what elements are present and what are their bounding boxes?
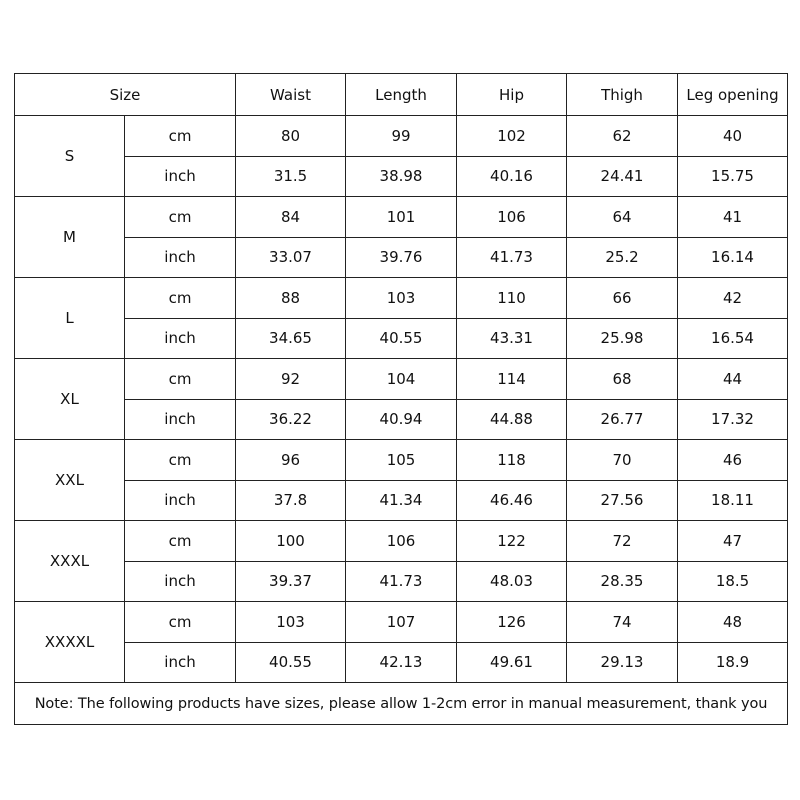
size-label: XXL xyxy=(15,440,125,521)
cell-waist: 40.55 xyxy=(236,642,346,683)
table-row xyxy=(15,642,788,683)
cell-thigh: 70 xyxy=(567,440,678,481)
cell-waist: 88 xyxy=(236,278,346,319)
header-length: Length xyxy=(346,74,457,116)
cell-length: 99 xyxy=(346,116,457,157)
size-label: XXXL xyxy=(15,521,125,602)
cell-waist: 37.8 xyxy=(236,480,346,521)
unit-label: inch xyxy=(125,156,236,197)
cell-thigh: 62 xyxy=(567,116,678,157)
cell-hip: 122 xyxy=(457,521,567,562)
cell-waist: 84 xyxy=(236,197,346,238)
unit-label: cm xyxy=(125,359,236,400)
unit-label: cm xyxy=(125,440,236,481)
cell-hip: 41.73 xyxy=(457,237,567,278)
table-row xyxy=(15,602,788,643)
table-row xyxy=(15,197,788,238)
cell-waist: 34.65 xyxy=(236,318,346,359)
cell-thigh: 25.98 xyxy=(567,318,678,359)
cell-leg-opening: 47 xyxy=(678,521,788,562)
header-leg-opening: Leg opening xyxy=(678,74,788,116)
table-row xyxy=(15,156,788,197)
unit-label: inch xyxy=(125,480,236,521)
cell-hip: 118 xyxy=(457,440,567,481)
cell-hip: 114 xyxy=(457,359,567,400)
table-row xyxy=(15,237,788,278)
table-row xyxy=(15,440,788,481)
unit-label: cm xyxy=(125,521,236,562)
cell-leg-opening: 48 xyxy=(678,602,788,643)
cell-hip: 126 xyxy=(457,602,567,643)
table-row xyxy=(15,521,788,562)
cell-waist: 80 xyxy=(236,116,346,157)
cell-leg-opening: 40 xyxy=(678,116,788,157)
table-row xyxy=(15,116,788,157)
cell-leg-opening: 46 xyxy=(678,440,788,481)
cell-thigh: 66 xyxy=(567,278,678,319)
cell-hip: 49.61 xyxy=(457,642,567,683)
cell-waist: 100 xyxy=(236,521,346,562)
cell-waist: 33.07 xyxy=(236,237,346,278)
cell-length: 42.13 xyxy=(346,642,457,683)
header-thigh: Thigh xyxy=(567,74,678,116)
size-label: XL xyxy=(15,359,125,440)
cell-waist: 96 xyxy=(236,440,346,481)
cell-hip: 40.16 xyxy=(457,156,567,197)
unit-label: inch xyxy=(125,237,236,278)
unit-label: cm xyxy=(125,278,236,319)
cell-length: 40.94 xyxy=(346,399,457,440)
header-size: Size xyxy=(15,74,236,116)
cell-thigh: 28.35 xyxy=(567,561,678,602)
cell-length: 38.98 xyxy=(346,156,457,197)
size-label: L xyxy=(15,278,125,359)
table-row xyxy=(15,561,788,602)
table-row xyxy=(15,318,788,359)
table-row xyxy=(15,278,788,319)
cell-length: 105 xyxy=(346,440,457,481)
cell-length: 101 xyxy=(346,197,457,238)
header-hip: Hip xyxy=(457,74,567,116)
header-row xyxy=(15,74,788,116)
unit-label: cm xyxy=(125,116,236,157)
cell-thigh: 24.41 xyxy=(567,156,678,197)
cell-hip: 106 xyxy=(457,197,567,238)
cell-thigh: 68 xyxy=(567,359,678,400)
note-row xyxy=(15,683,788,725)
cell-leg-opening: 18.11 xyxy=(678,480,788,521)
cell-hip: 48.03 xyxy=(457,561,567,602)
table-row xyxy=(15,480,788,521)
unit-label: inch xyxy=(125,642,236,683)
cell-waist: 36.22 xyxy=(236,399,346,440)
cell-hip: 110 xyxy=(457,278,567,319)
size-label: M xyxy=(15,197,125,278)
cell-thigh: 25.2 xyxy=(567,237,678,278)
header-waist: Waist xyxy=(236,74,346,116)
cell-length: 104 xyxy=(346,359,457,400)
cell-leg-opening: 17.32 xyxy=(678,399,788,440)
cell-waist: 31.5 xyxy=(236,156,346,197)
cell-waist: 103 xyxy=(236,602,346,643)
unit-label: cm xyxy=(125,602,236,643)
cell-thigh: 64 xyxy=(567,197,678,238)
cell-leg-opening: 18.9 xyxy=(678,642,788,683)
unit-label: inch xyxy=(125,399,236,440)
unit-label: inch xyxy=(125,318,236,359)
table-row xyxy=(15,399,788,440)
size-label: S xyxy=(15,116,125,197)
cell-length: 41.34 xyxy=(346,480,457,521)
cell-leg-opening: 42 xyxy=(678,278,788,319)
cell-hip: 43.31 xyxy=(457,318,567,359)
cell-waist: 92 xyxy=(236,359,346,400)
cell-thigh: 26.77 xyxy=(567,399,678,440)
cell-waist: 39.37 xyxy=(236,561,346,602)
cell-length: 39.76 xyxy=(346,237,457,278)
size-rows xyxy=(15,116,788,683)
cell-leg-opening: 15.75 xyxy=(678,156,788,197)
cell-thigh: 72 xyxy=(567,521,678,562)
cell-hip: 46.46 xyxy=(457,480,567,521)
cell-length: 40.55 xyxy=(346,318,457,359)
cell-hip: 102 xyxy=(457,116,567,157)
cell-thigh: 74 xyxy=(567,602,678,643)
size-chart-table xyxy=(14,73,788,725)
cell-leg-opening: 18.5 xyxy=(678,561,788,602)
cell-length: 107 xyxy=(346,602,457,643)
cell-length: 103 xyxy=(346,278,457,319)
cell-leg-opening: 41 xyxy=(678,197,788,238)
cell-leg-opening: 16.14 xyxy=(678,237,788,278)
cell-length: 106 xyxy=(346,521,457,562)
cell-hip: 44.88 xyxy=(457,399,567,440)
cell-length: 41.73 xyxy=(346,561,457,602)
cell-leg-opening: 16.54 xyxy=(678,318,788,359)
cell-thigh: 27.56 xyxy=(567,480,678,521)
note-text: Note: The following products have sizes, please allow 1-2cm error in manual measurement, thank you xyxy=(15,683,788,725)
unit-label: cm xyxy=(125,197,236,238)
table-row xyxy=(15,359,788,400)
unit-label: inch xyxy=(125,561,236,602)
cell-leg-opening: 44 xyxy=(678,359,788,400)
size-label: XXXXL xyxy=(15,602,125,683)
cell-thigh: 29.13 xyxy=(567,642,678,683)
